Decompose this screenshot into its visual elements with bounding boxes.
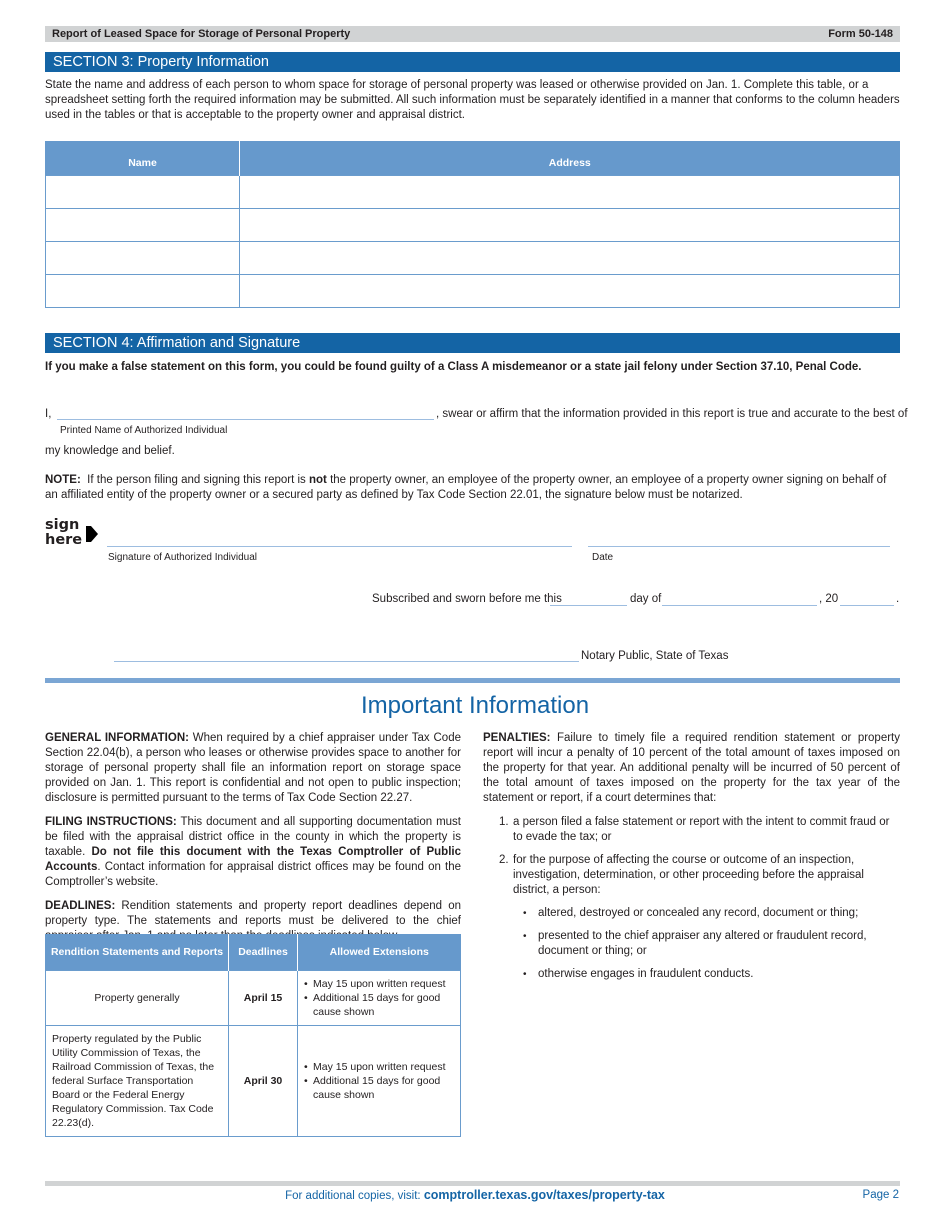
note-label: NOTE: [45,474,81,486]
note-text-b: the property owner, an employee of the property owner, an employee of a property owner signing on behalf of an affiliated entity of the property owner or a secured party as defined by Tax Code Section 22.01, the signature below must be notarized. [45,474,887,501]
row-extensions [298,1025,461,1136]
footer-copies-text: For additional copies, visit: [285,1190,421,1202]
arrow-right-icon [86,526,98,542]
affirm-text-continued: my knowledge and belief. [45,445,175,457]
important-info-title: Important Information [360,692,590,719]
filing-instructions [45,815,461,890]
section-divider [45,678,900,683]
section-3-instructions: State the name and address of each person to whom space for storage of personal property was leased or otherwise provided on Jan. 1. Complete this table, or a spreadsheet setting forth the required information may be submitted. All such information must be separately identified in a manner that conforms to the column headers used in the tables or that is acceptable to the property owner and appraisal district. [45,79,900,121]
row-deadline: April 30 [229,1025,298,1136]
date-label: Date [592,552,614,563]
extension-item: • May 15 upon written request [304,1060,454,1074]
extension-item: • May 15 upon written request [304,977,454,991]
address-cell[interactable] [240,274,900,307]
left-column [45,731,461,953]
column-header-name: Name [46,141,240,175]
i-label: I, [45,408,52,420]
name-cell[interactable] [46,241,240,274]
list-item: • otherwise engages in fraudulent conducts. [523,967,900,982]
row-extensions [298,970,461,1025]
row-type: Property regulated by the Public Utility Commission of Texas, the Railroad Commission of Texas, the federal Surface Transportation Board or the Federal Energy Regulatory Commission. Tax Code 22.23(d). [46,1025,229,1136]
penalties-text: Failure to timely file a required rendition statement or property report will incur a penalty of 10 percent of the total amount of taxes imposed on the property for that year. An additional penalty will be incurred of 50 percent of the total amount of taxes imposed on the property for the tax year of the statement or report, if a court determines that: [483,732,901,804]
footer-copies [0,1187,950,1205]
signature-label: Signature of Authorized Individual [108,552,257,563]
filing-text: This document and all supporting documentation must be filed with the appraisal district office in the county in which the property is taxable. [45,816,461,858]
day-field[interactable] [550,605,627,606]
extension-item: • Additional 15 days for good cause shown [304,1074,454,1102]
item-2-text: for the purpose of affecting the course or outcome of an inspection, investigation, determination, or other proceeding before the appraisal district, a person: [513,854,864,896]
column-header-address: Address [240,141,900,175]
here-word: here [45,532,83,548]
footer-url-link[interactable]: comptroller.texas.gov/taxes/property-tax [423,1188,665,1202]
section-4-title: SECTION 4: Affirmation and Signature [45,333,900,353]
address-cell[interactable] [240,175,900,208]
signature-field[interactable] [107,546,572,547]
penalties-label: PENALTIES: [483,732,551,744]
printed-name-field[interactable] [57,419,434,420]
filing-label: FILING INSTRUCTIONS: [45,816,177,828]
general-text: When required by a chief appraiser under Tax Code Section 22.04(b), a person who leases or otherwise provides space to another for storage of personal property shall file an information report on storage space provided on Jan. 1. This report is confidential and not open to public inspection; disclosure is permitted pursuant to the terms of Tax Code Section 22.27. [45,732,461,804]
date-field[interactable] [588,546,890,547]
table-row [46,208,900,241]
name-cell[interactable] [46,274,240,307]
form-number: Form 50-148 [828,28,893,40]
name-cell[interactable] [46,175,240,208]
year-field[interactable] [840,605,894,606]
extension-item: • Additional 15 days for good cause shown [304,991,454,1019]
year-prefix: , 20 [819,593,839,605]
note-paragraph [45,473,900,503]
filing-text-2: . Contact information for appraisal district offices may be found on the Comptroller’s website. [45,861,461,888]
right-column [483,731,900,990]
affirm-text: , swear or affirm that the information provided in this report is true and accurate to the best of [436,408,908,420]
day-of-text: day of [630,593,662,605]
period: . [896,593,900,605]
row-type: Property generally [46,970,229,1025]
sign-here-label [45,518,82,548]
month-field[interactable] [662,605,817,606]
table-row [46,241,900,274]
footer-rule [45,1181,900,1186]
address-cell[interactable] [240,208,900,241]
sign-word: sign [45,517,80,533]
deadlines-label: DEADLINES: [45,900,116,912]
notary-signature-field[interactable] [114,661,579,662]
list-item: • altered, destroyed or concealed any record, document or thing; [523,906,900,921]
header-extensions: Allowed Extensions [298,934,461,970]
form-header [45,26,900,42]
filing-bold: Do not file this document with the Texas Comptroller of Public Accounts [45,846,461,873]
property-table [45,141,900,308]
header-deadlines: Deadlines [229,934,298,970]
item-1-text: a person filed a false statement or report with the intent to commit fraud or to evade the tax; or [513,816,890,843]
name-cell[interactable] [46,208,240,241]
table-row [46,175,900,208]
penalties-list [499,815,900,982]
false-statement-warning: If you make a false statement on this form, you could be found guilty of a Class A misdemeanor or a state jail felony under Section 37.10, Penal Code. [45,361,862,373]
note-text-a: If the person filing and signing this report is [87,474,306,486]
table-row [46,970,461,1025]
list-item: • presented to the chief appraiser any altered or fraudulent record, document or thing; or [523,929,900,959]
subscribed-text: Subscribed and sworn before me this [372,593,562,605]
table-row [46,1025,461,1136]
form-title: Report of Leased Space for Storage of Personal Property [52,28,351,40]
table-row [46,274,900,307]
deadlines-text: Rendition statements and property report deadlines depend on property type. The statements and reports must be delivered to the chief [45,900,461,927]
penalties [483,731,900,806]
row-deadline: April 15 [229,970,298,1025]
header-rendition: Rendition Statements and Reports [46,934,229,970]
address-cell[interactable] [240,241,900,274]
general-label: GENERAL INFORMATION: [45,732,189,744]
list-item: 1. a person filed a false statement or report with the intent to commit fraud or to evade the tax; or [499,816,890,843]
general-info [45,731,461,806]
note-not: not [309,474,327,486]
list-item: 2. for the purpose of affecting the course or outcome of an inspection, investigation, determination, or other proceeding before the appraisal district, a person: • altered, destroyed or concealed any record, document or thing; • presented to the chief appraiser any altered or fraudulent record, document or thing; or • otherwise engages in fraudulent conducts. [499,853,900,982]
sub-list [523,906,900,982]
page-number: Page 2 [862,1189,899,1201]
printed-name-label: Printed Name of Authorized Individual [60,425,228,436]
deadlines-table [45,934,461,1137]
notary-label: Notary Public, State of Texas [581,650,729,662]
section-3-title: SECTION 3: Property Information [45,52,900,72]
